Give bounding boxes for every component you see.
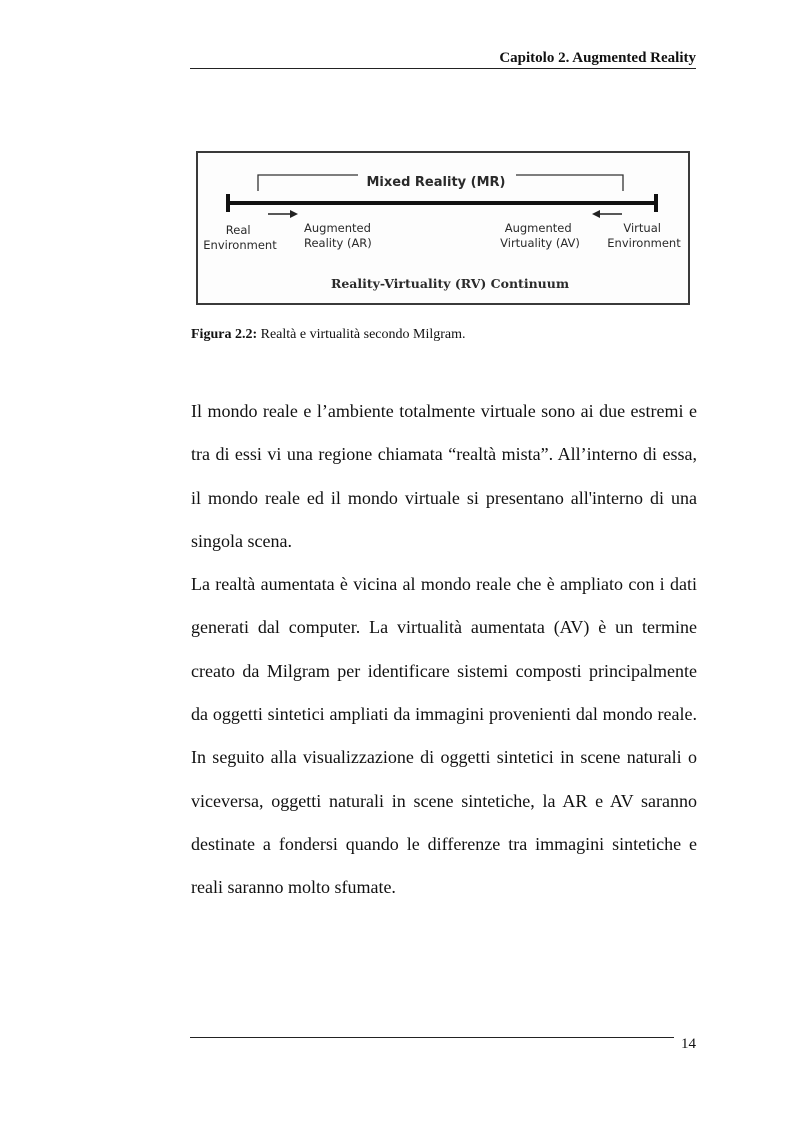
caption-text: Realtà e virtualità secondo Milgram. bbox=[257, 327, 466, 342]
running-head: Capitolo 2. Augmented Reality bbox=[499, 50, 696, 66]
arrow-right-icon bbox=[290, 210, 298, 218]
label-virtual-environment: Virtual Environment bbox=[607, 221, 681, 250]
label-augmented-reality: Augmented Reality (AR) bbox=[304, 221, 372, 250]
continuum-diagram bbox=[198, 153, 688, 303]
figure-caption bbox=[191, 327, 466, 343]
page-number: 14 bbox=[681, 1036, 696, 1052]
label-real-environment: Real Environment bbox=[203, 223, 277, 252]
header-rule bbox=[190, 68, 696, 69]
mixed-reality-bracket-right bbox=[516, 175, 623, 191]
paragraph: Il mondo reale e l’ambiente totalmente virtuale sono ai due estremi e tra di essi vi una regione chiamata “realtà mista”. All’interno di essa, il mondo reale ed il mondo virtuale si presentano all'interno di una singola scena. bbox=[191, 401, 697, 551]
arrow-left-icon bbox=[592, 210, 600, 218]
label-augmented-virtuality: Augmented Virtuality (AV) bbox=[500, 221, 580, 250]
label-rv-continuum: Reality-Virtuality (RV) Continuum bbox=[330, 276, 570, 291]
figure-milgram-continuum bbox=[196, 151, 690, 305]
mixed-reality-label: Mixed Reality (MR) bbox=[366, 175, 506, 190]
footer-rule bbox=[190, 1037, 674, 1038]
body-text bbox=[191, 390, 697, 910]
caption-label: Figura 2.2: bbox=[191, 327, 258, 342]
paragraph: La realtà aumentata è vicina al mondo reale che è ampliato con i dati generati dal computer. La virtualità aumentata (AV) è un termine creato da Milgram per identificare sistemi composti principalmente da oggetti sintetici ampliati da immagini provenienti dal mondo reale. In seguito alla visualizzazione di oggetti sintetici in scene naturali o viceversa, oggetti naturali in scene sintetiche, la AR e AV saranno destinate a fondersi quando le differenze tra immagini sintetiche e reali saranno molto sfumate. bbox=[191, 574, 697, 898]
mixed-reality-bracket-left bbox=[258, 175, 358, 191]
